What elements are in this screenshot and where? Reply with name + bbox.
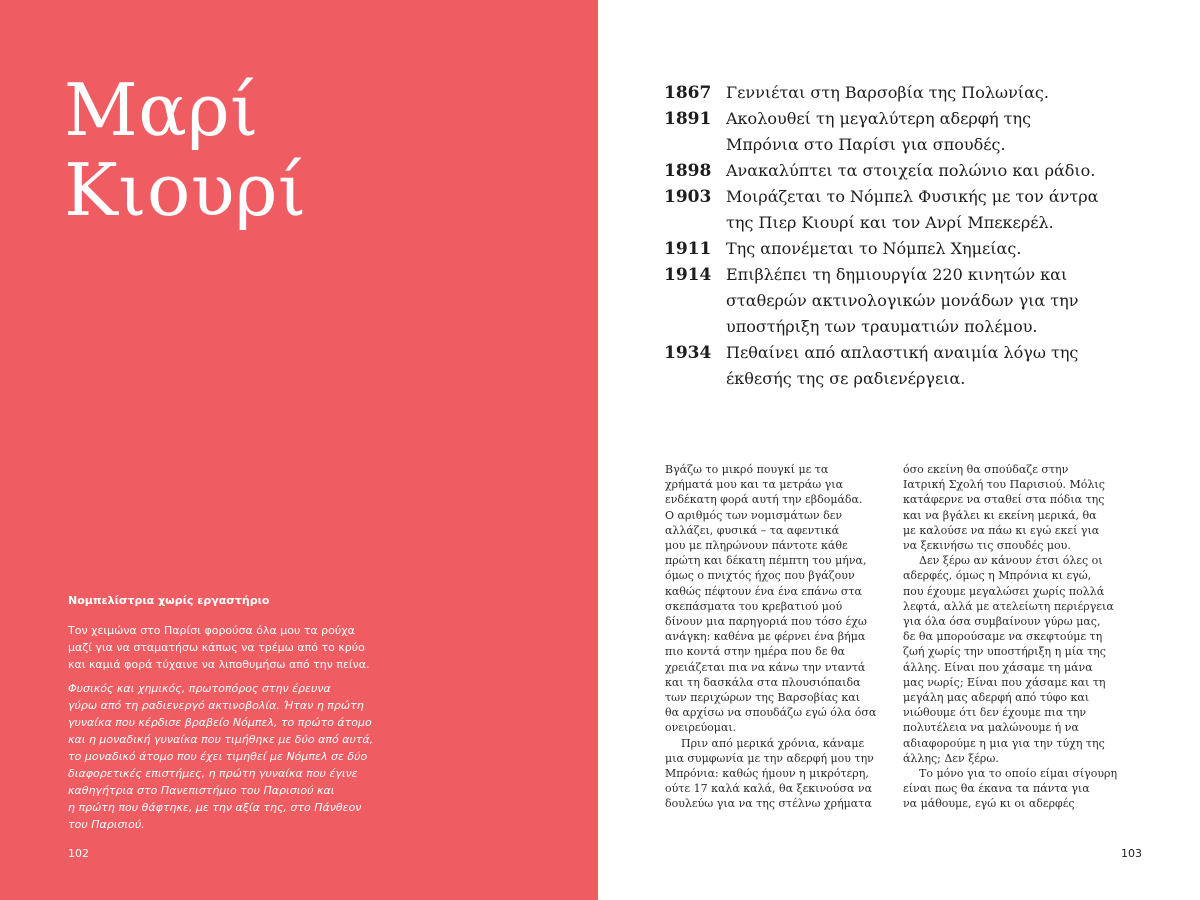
page-number-left: 102 (68, 847, 89, 860)
page-number-right: 103 (1121, 847, 1142, 860)
timeline-line: Ανακαλύπτει τα στοιχεία πολώνιο και ράδιο. (726, 161, 1096, 180)
timeline-line: Επιβλέπει τη δημιουργία 220 κινητών και (726, 265, 1068, 284)
timeline-line: της Πιερ Κιουρί και τον Ανρί Μπεκερέλ. (726, 213, 1054, 232)
column-line: αλλάζει, φυσικά – τα αφεντικά (665, 523, 840, 537)
timeline (664, 80, 1144, 392)
text-column-2 (903, 462, 1123, 812)
timeline-year: 1934 (664, 343, 712, 363)
timeline-text (726, 184, 1144, 236)
column-line: όσο εκείνη θα σπούδαζε στην (903, 463, 1069, 476)
timeline-line: Ακολουθεί τη μεγαλύτερη αδερφή της (726, 109, 1032, 128)
section-subtitle: Νομπελίστρια χωρίς εργαστήριο (68, 594, 270, 607)
intro-line: Τον χειμώνα στο Παρίσι φορούσα όλα μου τα ρούχα (68, 624, 355, 637)
bio-line: Φυσικός και χημικός, πρωτοπόρος στην έρευνα (68, 682, 331, 695)
column-line: άλλης. Είναι που χάσαμε τη μάνα (903, 660, 1093, 674)
column-line: Το μόνο για το οποίο είμαι σίγουρη (919, 767, 1118, 781)
timeline-entry (664, 340, 1144, 392)
column-line: δουλεύω για να της στέλνω χρήματα (665, 797, 872, 811)
column-line: Δεν ξέρω αν κάνουν έτσι όλες οι (919, 554, 1103, 568)
text-column-1 (665, 462, 885, 812)
intro-paragraph (68, 622, 413, 673)
column-line: δίνουν μια παρηγοριά που τόσο έχω (665, 615, 867, 629)
timeline-line: Μπρόνια στο Παρίσι για σπουδές. (726, 135, 1006, 154)
timeline-text (726, 236, 1144, 262)
column-line: για όλα όσα συμβαίνουν γύρω μας, (903, 615, 1101, 629)
column-line: νιώθουμε ότι δεν έχουμε πια την (903, 706, 1087, 720)
column-line: μου με πληρώνουν πάντοτε κάθε (665, 539, 848, 553)
column-line: μεγάλη μας αδερφή από τύφο και (903, 691, 1090, 705)
timeline-year: 1903 (664, 187, 712, 207)
column-line: ονειρεύομαι. (665, 721, 737, 735)
column-line: σκεπάσματα του κρεβατιού μού (665, 599, 843, 613)
column-line: είναι πως θα έκανα τα πάντα για (903, 782, 1090, 796)
column-line: λεφτά, αλλά με ατελείωτη περιέργεια (903, 599, 1114, 613)
column-line: Πριν από μερικά χρόνια, κάναμε (681, 736, 865, 750)
page-title (64, 70, 564, 230)
timeline-line: Μοιράζεται το Νόμπελ Φυσικής με τον άντρα (726, 187, 1099, 206)
timeline-year: 1911 (664, 239, 712, 259)
timeline-line: έκθεσής της σε ραδιενέργεια. (726, 369, 966, 388)
column-line: καθώς πέφτουν ένα ένα επάνω στα (665, 584, 862, 598)
column-line: Ιατρική Σχολή του Παρισιού. Μόλις (903, 478, 1105, 492)
column-line: ούτε 17 καλά καλά, θα ξεκινούσα να (665, 782, 873, 796)
bio-paragraph (68, 680, 408, 833)
bio-line: η πρώτη που θάφτηκε, με την αξία της, στο Πάνθεον (68, 801, 362, 814)
timeline-year: 1898 (664, 161, 712, 181)
timeline-entry (664, 184, 1144, 236)
column-line: μας νωρίς; Είναι που χάσαμε και τη (903, 675, 1106, 689)
column-line: χρειάζεται πια να κάνω την νταντά (665, 660, 866, 674)
timeline-entry (664, 80, 1144, 106)
column-line: πρώτη και δέκατη πέμπτη του μήνα, (665, 554, 867, 568)
timeline-text (726, 106, 1144, 158)
timeline-text (726, 158, 1144, 184)
column-line: και τη δασκάλα στα πλουσιόπαιδα (665, 675, 861, 689)
column-line: θα αρχίσω να σπουδάζω εγώ όλα όσα (665, 706, 877, 720)
column-line: πιο κοντά στην ημέρα που δε θα (665, 645, 845, 659)
column-line: αδιαφορούμε η μια για την τύχη της (903, 736, 1105, 750)
timeline-text (726, 80, 1144, 106)
timeline-entry (664, 262, 1144, 340)
timeline-entry (664, 158, 1144, 184)
column-line: κατάφερνε να σταθεί στα πόδια της (903, 493, 1105, 507)
bio-line: γυναίκα που κέρδισε βραβείο Νόμπελ, το πρώτο άτομο (68, 716, 372, 729)
column-line: Μπρόνια: καθώς ήμουν η μικρότερη, (665, 767, 869, 781)
timeline-line: σταθερών ακτινολογικών μονάδων για την (726, 291, 1079, 310)
column-line: πολυτέλεια να μαλώνουμε ή να (903, 721, 1079, 735)
timeline-text (726, 262, 1144, 340)
left-page (0, 0, 598, 900)
column-line: μια συμφωνία με την αδερφή μου την (665, 751, 874, 765)
column-line: Ο αριθμός των νομισμάτων δεν (665, 508, 843, 522)
column-line: να μάθουμε, εγώ κι οι αδερφές (903, 797, 1075, 811)
column-line: ζωή χωρίς την υποστήριξη η μία της (903, 645, 1106, 659)
bio-line: καθηγήτρια στο Πανεπιστήμιο του Παρισιού και (68, 784, 335, 797)
column-line: που έχουμε μεγαλώσει χωρίς πολλά (903, 584, 1105, 598)
column-line: ενδέκατη φορά αυτή την εβδομάδα. (665, 493, 863, 507)
column-line: αδερφές, όμως η Μπρόνια κι εγώ, (903, 569, 1092, 583)
intro-line: και καμιά φορά τύχαινε να λιποθυμήσω από την πείνα. (68, 658, 370, 671)
bio-line: του Παρισιού. (68, 818, 145, 831)
bio-line: το μοναδικό άτομο που έχει τιμηθεί με Νόμπελ σε δύο (68, 750, 368, 763)
bio-line: γύρω από τη ραδιενεργό ακτινοβολία. Ήταν η πρώτη (68, 699, 364, 712)
timeline-year: 1867 (664, 83, 712, 103)
intro-line: μαζί για να σταματήσω κάπως να τρέμω από το κρύο (68, 641, 365, 654)
bio-line: και η μοναδική γυναίκα που τιμήθηκε με δύο από αυτά, (68, 733, 374, 746)
timeline-line: Της απονέμεται το Νόμπελ Χημείας. (726, 239, 1022, 258)
column-line: όμως ο πνιχτός ήχος που βγάζουν (665, 569, 855, 583)
timeline-line: Πεθαίνει από απλαστική αναιμία λόγω της (726, 343, 1079, 362)
column-line: άλλης; Δεν ξέρω. (903, 751, 999, 765)
timeline-line: Γεννιέται στη Βαρσοβία της Πολωνίας. (726, 83, 1049, 102)
column-line: ανάγκη: καθένα με φέρνει ένα βήμα (665, 630, 866, 644)
right-page (598, 0, 1200, 900)
timeline-year: 1914 (664, 265, 712, 285)
timeline-entry (664, 236, 1144, 262)
column-line: Βγάζω το μικρό πουγκί με τα (665, 463, 829, 476)
column-line: χρήματά μου και τα μετράω για (665, 478, 843, 492)
column-line: με καλούσε να πάω κι εγώ εκεί για (903, 523, 1100, 537)
column-line: και να βγάλει κι εκείνη μερικά, θα (903, 508, 1097, 522)
title-line: Κιουρί (64, 148, 307, 232)
column-line: να ξεκινήσω τις σπουδές μου. (903, 539, 1071, 553)
timeline-line: υποστήριξη των τραυματιών πολέμου. (726, 317, 1038, 336)
timeline-text (726, 340, 1144, 392)
timeline-year: 1891 (664, 109, 712, 129)
column-line: δε θα μπορούσαμε να σκεφτούμε τη (903, 630, 1103, 644)
title-line: Μαρί (64, 68, 259, 152)
timeline-entry (664, 106, 1144, 158)
bio-line: διαφορετικές επιστήμες, η πρώτη γυναίκα που έγινε (68, 767, 358, 780)
column-line: των περιχώρων της Βαρσοβίας και (665, 691, 861, 705)
